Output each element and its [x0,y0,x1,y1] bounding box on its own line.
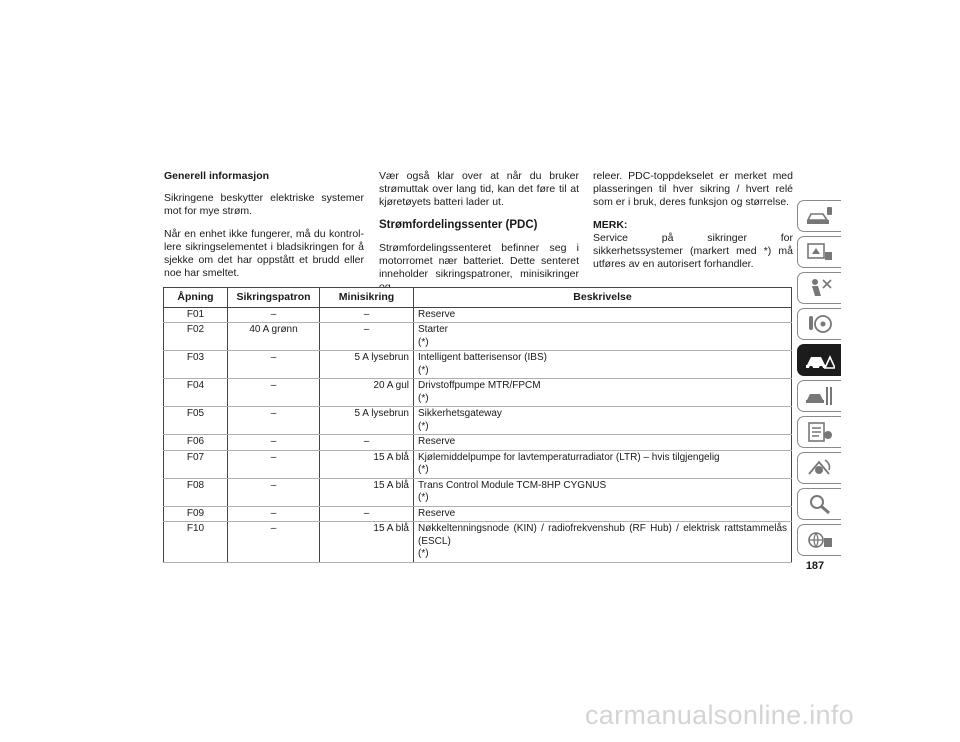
tab-multimedia[interactable] [797,452,841,484]
cell-cavity: F02 [164,323,228,351]
table-row [164,450,792,478]
cell-cavity: F03 [164,351,228,379]
paragraph-check-fuse: Når en enhet ikke fungerer, må du kontrol-lere sikringselementet i bladsikringen for å sjekke om det har oppstått et brudd eller noe har smeltet. [164,227,364,280]
heading-general-info: Generell informasjon [164,170,270,182]
description-text: Kjølemiddelpumpe for lavtemperaturradiator (LTR) – hvis tilgjengelig [418,451,720,463]
cell-mini: 5 A lysebrun [320,351,414,379]
airbag-seat-icon [805,276,835,300]
cell-mini: – [320,307,414,323]
cell-cavity: F04 [164,379,228,407]
table-row [164,323,792,351]
cell-mini: 20 A gul [320,379,414,407]
cell-mini: – [320,323,414,351]
magnifier-index-icon [805,492,835,516]
cell-description [414,351,792,379]
cell-cartridge: – [228,506,320,522]
cell-description [414,478,792,506]
fuse-table [163,287,792,563]
description-text: Reserve [418,436,456,447]
cell-cartridge: 40 A grønn [228,323,320,351]
tab-technical-specifications[interactable] [797,416,841,448]
table-row [164,407,792,435]
chapter-tabs [797,200,842,560]
note-block [593,219,793,272]
cell-cavity: F10 [164,522,228,563]
safety-mark: (*) [418,364,429,376]
cell-description [414,450,792,478]
cell-cavity: F06 [164,435,228,451]
tab-servicing-maintenance[interactable] [797,380,841,412]
tab-index[interactable] [797,488,841,520]
safety-mark: (*) [418,336,429,348]
cell-cartridge: – [228,435,320,451]
column-pdc [379,170,579,304]
description-text: Reserve [418,308,456,320]
header-mini-fuse: Minisikring [320,288,414,308]
cell-cartridge: – [228,307,320,323]
cell-cavity: F05 [164,407,228,435]
cell-mini: 5 A lysebrun [320,407,414,435]
cell-mini: 15 A blå [320,522,414,563]
page-number: 187 [805,560,825,572]
description-text: Nøkkeltenningsnode (KIN) / radiofrekvenshub (RF Hub) / elektrisk rattstammelås (ESCL) [418,523,787,547]
table-header-row [164,288,792,308]
safety-mark: (*) [418,420,429,432]
tab-getting-to-know[interactable] [797,200,841,232]
multimedia-icon [805,456,835,480]
table-row [164,506,792,522]
cell-cartridge: – [228,522,320,563]
safety-mark: (*) [418,392,429,404]
description-text: Reserve [418,507,456,519]
cell-mini: 15 A blå [320,450,414,478]
cell-description [414,407,792,435]
cell-description [414,435,792,451]
tab-language[interactable] [797,524,841,556]
header-cartridge-fuse: Sikringspatron [228,288,320,308]
language-icon [805,528,835,552]
dashboard-warning-icon [805,240,835,264]
safety-mark: (*) [418,548,429,559]
cell-cartridge: – [228,407,320,435]
table-row [164,522,792,563]
table-row [164,351,792,379]
cell-cartridge: – [228,478,320,506]
safety-mark: (*) [418,464,429,475]
cell-mini: – [320,506,414,522]
description-text: Drivstoffpumpe MTR/FPCM [418,380,541,391]
cell-cartridge: – [228,379,320,407]
cell-cavity: F01 [164,307,228,323]
description-text: Starter [418,324,449,335]
cell-mini: – [320,435,414,451]
paragraph-fuse-protect: Sikringene beskytter elektriske systemer mot for mye strøm. [164,192,364,218]
cell-description [414,506,792,522]
specifications-list-icon [805,420,835,444]
car-key-icon [805,204,835,228]
steering-wheel-icon [805,312,835,336]
column-general-info [164,170,364,289]
cell-cartridge: – [228,351,320,379]
paragraph-power-outlet: Vær også klar over at når du bruker strømuttak over lang tid, kan det føre til at kjøretøyets batteri lader ut. [379,170,579,209]
note-label: MERK: [593,218,628,231]
cell-cavity: F09 [164,506,228,522]
watermark-text: carmanualsonline.info [585,700,854,730]
cell-description [414,379,792,407]
cell-cartridge: – [228,450,320,478]
table-row [164,379,792,407]
tab-instrument-panel[interactable] [797,236,841,268]
car-service-tools-icon [805,384,835,408]
cell-cavity: F07 [164,450,228,478]
table-row [164,435,792,451]
cell-cavity: F08 [164,478,228,506]
cell-description [414,307,792,323]
tab-starting-operating[interactable] [797,308,841,340]
cell-description [414,323,792,351]
heading-pdc: Strømfordelingssenter (PDC) [379,218,538,231]
header-cavity: Åpning [164,288,228,308]
paragraph-pdc-location: Strømfordelingssenteret befinner seg i motorromet nær batteriet. Dette senteret inneholder sikringspatroner, minisikringer [379,241,579,281]
tab-safety[interactable] [797,272,841,304]
tab-in-case-of-emergency[interactable] [797,344,841,376]
header-description: Beskrivelse [414,288,792,308]
description-text: Trans Control Module TCM-8HP CYGNUS [418,479,607,491]
column-relays [593,170,793,280]
car-warning-triangle-icon [805,348,835,372]
paragraph-pdc-cover: releer. PDC-toppdekselet er merket med plasseringen til hver sikring / hvert relé som er i bruk, deres funksjon og størrelse. [593,170,793,209]
safety-mark: (*) [418,492,429,503]
cell-description [414,522,792,563]
note-text: Service på sikringer for sikkerhetssystemer (markert med *) må utføres av en autorisert forhandler. [593,231,793,271]
description-text: Sikkerhetsgateway [418,408,502,419]
table-row [164,307,792,323]
description-text: Intelligent batterisensor (IBS) [418,352,547,363]
table-row [164,478,792,506]
cell-mini: 15 A blå [320,478,414,506]
